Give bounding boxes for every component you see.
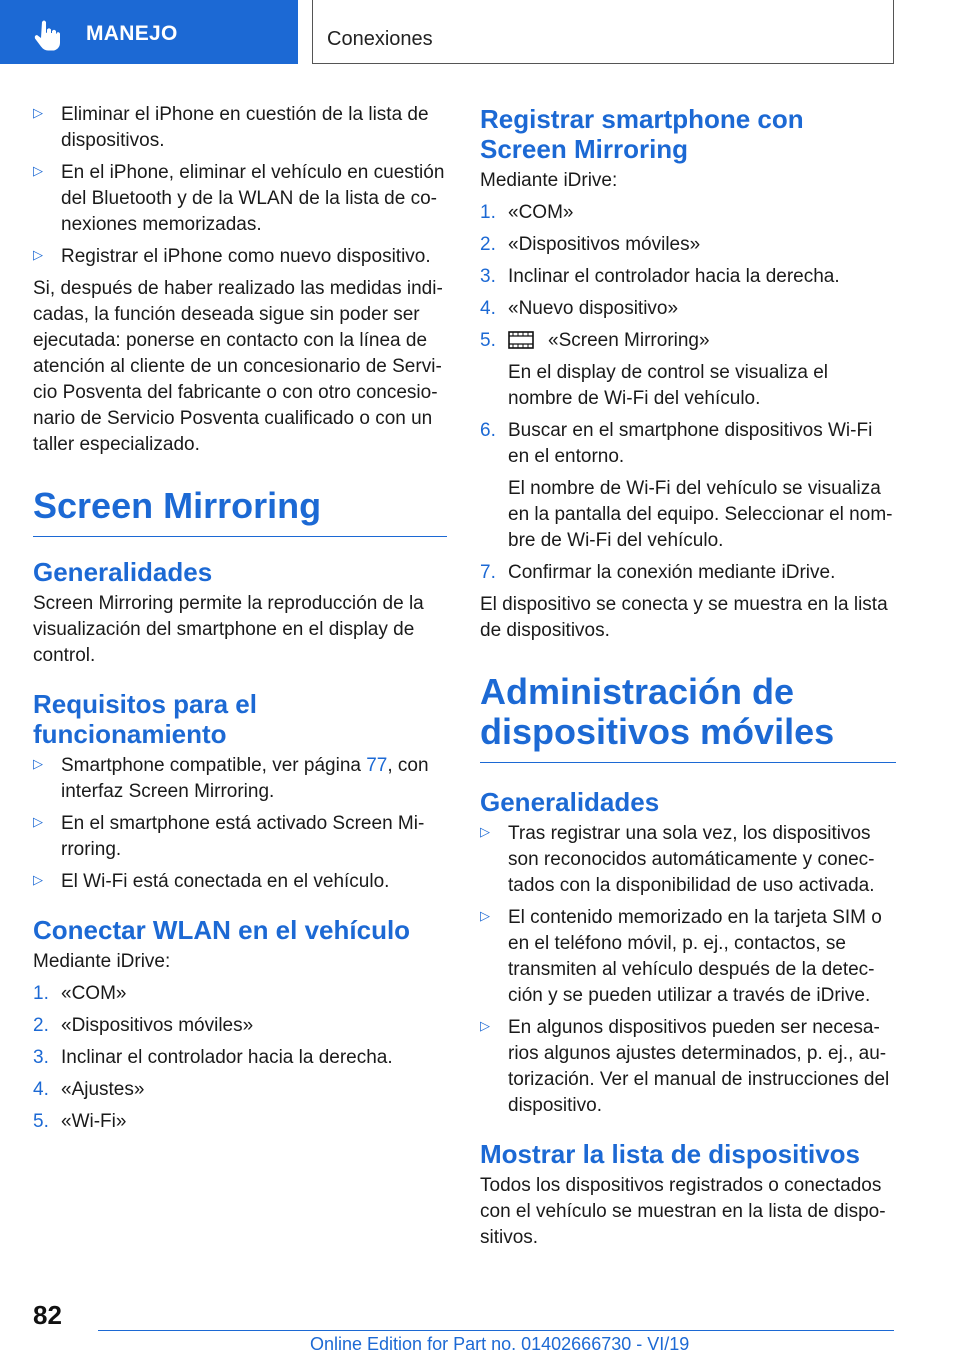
mostrar-lista-paragraph: Todos los dispositivos registrados o conectados con el vehículo se muestran en la lista de dispositivos. [480, 1175, 886, 1248]
registrar-heading: Registrar smartphone con Screen Mirroring [480, 104, 804, 164]
screen-mirroring-heading: Screen Mirroring [33, 486, 447, 537]
step-item: 1. «COM» [33, 983, 127, 1004]
registrar-steps [480, 200, 896, 586]
step-item: 5. «Screen Mirroring» En el display de control se visualiza el nombre de Wi-Fi del vehículo. [480, 328, 896, 412]
list-item: ▷ El contenido memorizado en la tarjeta SIM o en el teléfono móvil, p. ej., contactos, se transmiten al vehículo después de la detección y se pueden utilizar a través de iDrive. [480, 907, 882, 1006]
step-note: El nombre de Wi-Fi del vehículo se visualiza en la pantalla del equipo. Seleccionar el nombre de Wi-Fi del vehículo. [508, 478, 893, 551]
generalidades-paragraph: Screen Mirroring permite la reproducción de la visualización del smartphone en el display de control. [33, 593, 424, 666]
triangle-bullet-icon: ▷ [480, 908, 490, 923]
right-column [480, 100, 896, 1251]
generalidades-list [480, 821, 896, 1119]
footer-divider [98, 1330, 894, 1331]
screen-mirroring-icon [508, 331, 534, 349]
triangle-bullet-icon: ▷ [33, 247, 43, 262]
list-item: ▷ En algunos dispositivos pueden ser necesarios algunos ajustes determinados, p. ej., autorización. Ver el manual de instrucciones del dispositivo. [480, 1017, 890, 1116]
triangle-bullet-icon: ▷ [33, 756, 43, 771]
administracion-heading: Administración de dispositivos móviles [480, 672, 896, 763]
step-note: En el display de control se visualiza el nombre de Wi-Fi del vehículo. [508, 362, 829, 409]
triangle-bullet-icon: ▷ [33, 163, 43, 178]
registrar-outro: El dispositivo se conecta y se muestra en la lista de dispositivos. [480, 594, 888, 641]
triangle-bullet-icon: ▷ [480, 1018, 490, 1033]
edition-text: Online Edition for Part no. 01402666730 - VI/19 [310, 1334, 690, 1354]
step-item: 4. «Nuevo dispositivo» [480, 298, 679, 319]
triangle-bullet-icon: ▷ [33, 814, 43, 829]
wlan-intro: Mediante iDrive: [33, 951, 171, 972]
chapter-header [312, 0, 894, 64]
section-label: MANEJO [86, 22, 178, 45]
wlan-steps [33, 981, 447, 1135]
left-column [33, 100, 447, 1141]
wlan-heading: Conectar WLAN en el vehículo [33, 915, 411, 945]
step-item: 4. «Ajustes» [33, 1079, 145, 1100]
triangle-bullet-icon: ▷ [480, 824, 490, 839]
step-item: 3. Inclinar el controlador hacia la derecha. [33, 1047, 393, 1068]
generalidades-heading: Generalidades [33, 557, 213, 587]
page-number: 82 [33, 1300, 62, 1330]
list-item: ▷ Smartphone compatible, ver página 77, con interfaz Screen Mirroring. [33, 755, 429, 802]
page-reference-link[interactable]: 77 [366, 755, 388, 776]
step-item: 5. «Wi-Fi» [33, 1111, 127, 1132]
support-paragraph: Si, después de haber realizado las medidas indicadas, la función deseada sigue sin poder ser ejecutada: ponerse en contacto con la línea de atención al cliente de un concesionario de Servicio Posventa del fabricante o con otro concesionario de Servicio Posventa cualificado o con un taller especializado. [33, 278, 443, 455]
list-item: ▷ En el iPhone, eliminar el vehículo en cuestión del Bluetooth y de la WLAN de la lista de conexiones memorizadas. [33, 162, 445, 235]
generalidades-heading: Generalidades [480, 787, 660, 817]
hand-pointer-icon [28, 14, 68, 54]
top-bullet-list [33, 102, 447, 270]
list-item: ▷ Tras registrar una sola vez, los dispositivos son reconocidos automáticamente y conectados con la disponibilidad de uso activada. [480, 823, 875, 896]
list-item: ▷ Eliminar el iPhone en cuestión de la lista de dispositivos. [33, 104, 429, 151]
list-item: ▷ El Wi-Fi está conectada en el vehículo. [33, 871, 390, 892]
registrar-intro: Mediante iDrive: [480, 170, 618, 191]
triangle-bullet-icon: ▷ [33, 105, 43, 120]
step-item: 3. Inclinar el controlador hacia la derecha. [480, 266, 840, 287]
requisitos-heading: Requisitos para el funcionamiento [33, 689, 257, 749]
list-item: ▷ En el smartphone está activado Screen Mirroring. [33, 813, 425, 860]
step-item: 2. «Dispositivos móviles» [33, 1015, 254, 1036]
chapter-label: Conexiones [327, 28, 433, 50]
section-tab[interactable] [0, 0, 298, 64]
requisitos-list [33, 753, 447, 895]
step-item: 1. «COM» [480, 202, 574, 223]
mostrar-lista-heading: Mostrar la lista de dispositivos [480, 1139, 860, 1169]
step-item: 7. Confirmar la conexión mediante iDrive. [480, 562, 836, 583]
step-item: 6. Buscar en el smartphone dispositivos Wi-Fi en el entorno. El nombre de Wi-Fi del vehículo se visualiza en la pantalla del equipo. Seleccionar el nombre de Wi-Fi del vehículo. [480, 418, 896, 554]
list-item: ▷ Registrar el iPhone como nuevo dispositivo. [33, 246, 431, 267]
triangle-bullet-icon: ▷ [33, 872, 43, 887]
step-item: 2. «Dispositivos móviles» [480, 234, 701, 255]
